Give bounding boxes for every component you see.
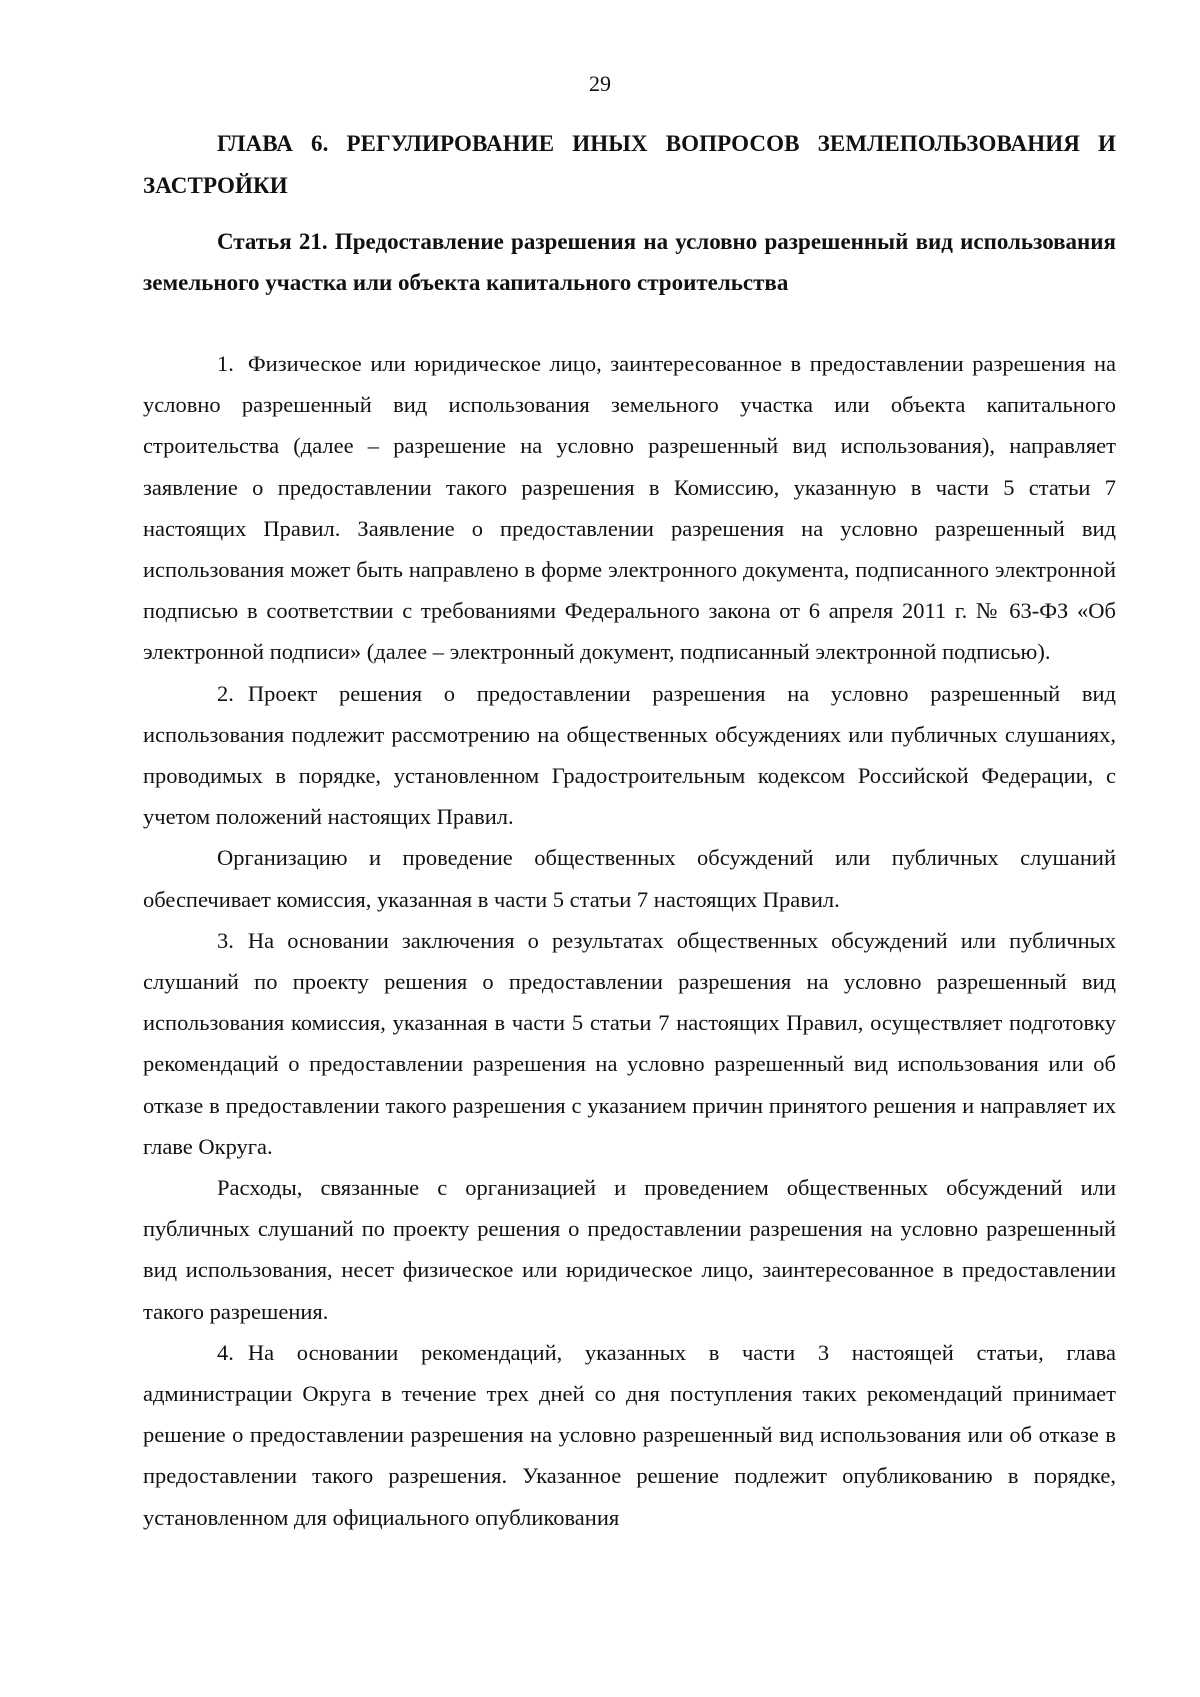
paragraph-text: Физическое или юридическое лицо, заинтересованное в предоставлении разрешения на условно разрешенный вид использования земельного участка или объекта капитального строительства (далее – разрешение на условно разрешенный вид использования), направляет заявление о предоставлении такого разрешения в Комиссию, указанную в части 5 статьи 7 настоящих Правил. Заявление о предоставлении разрешения на условно разрешенный вид использования может быть направлено в форме электронного документа, подписанного электронной подписью в соответствии с требованиями Федерального закона от 6 апреля 2011 г. № 63-ФЗ «Об электронной подписи» (далее – электронный документ, подписанный электронной подписью). — [143, 351, 1116, 665]
chapter-title: ГЛАВА 6. РЕГУЛИРОВАНИЕ ИНЫХ ВОПРОСОВ ЗЕМЛЕПОЛЬЗОВАНИЯ И ЗАСТРОЙКИ — [143, 131, 1116, 198]
paragraph-text: На основании рекомендаций, указанных в части 3 настоящей статьи, глава администрации Округа в течение трех дней со дня поступления таких рекомендаций принимает решение о предоставлении разрешения на условно разрешенный вид использования или об отказе в предоставлении такого разрешения. Указанное решение подлежит опубликованию в порядке, установленном для официального опубликования — [143, 1339, 1116, 1530]
paragraph-number: 4. — [217, 1339, 234, 1365]
paragraph-text: Расходы, связанные с организацией и проведением общественных обсуждений или публичных слушаний по проекту решения о предоставлении разрешения на условно разрешенный вид использования, несет физическое или юридическое лицо, заинтересованное в предоставлении такого разрешения. — [143, 1175, 1116, 1324]
paragraph-text: На основании заключения о результатах общественных обсуждений или публичных слушаний по проекту решения о предоставлении разрешения на условно разрешенный вид использования комиссия, указанная в части 5 статьи 7 настоящих Правил, осуществляет подготовку рекомендаций о предоставлении разрешения на условно разрешенный вид использования или об отказе в предоставлении такого разрешения с указанием причин принятого решения и направляет их главе Округа. — [143, 927, 1116, 1159]
paragraph-3 — [143, 920, 1116, 1167]
paragraph-number: 2. — [217, 680, 234, 706]
paragraph-text: Организацию и проведение общественных обсуждений или публичных слушаний обеспечивает комиссия, указанная в части 5 статьи 7 настоящих Правил. — [143, 845, 1116, 912]
document-body — [143, 123, 1116, 1538]
article-title: Статья 21. Предоставление разрешения на условно разрешенный вид использования земельного участка или объекта капитального строительства — [143, 229, 1116, 295]
paragraph-2-continuation — [143, 837, 1116, 919]
paragraph-number: 3. — [217, 927, 234, 953]
paragraph-list — [143, 343, 1116, 1538]
paragraph-2 — [143, 673, 1116, 838]
paragraph-text: Проект решения о предоставлении разрешения на условно разрешенный вид использования подлежит рассмотрению на общественных обсуждениях или публичных слушаниях, проводимых в порядке, установленном Градостроительным кодексом Российской Федерации, с учетом положений настоящих Правил. — [143, 680, 1116, 830]
paragraph-3-continuation — [143, 1167, 1116, 1332]
page-number: 29 — [589, 71, 611, 96]
paragraph-1 — [143, 343, 1116, 673]
paragraph-4 — [143, 1332, 1116, 1538]
paragraph-number: 1. — [217, 351, 234, 376]
